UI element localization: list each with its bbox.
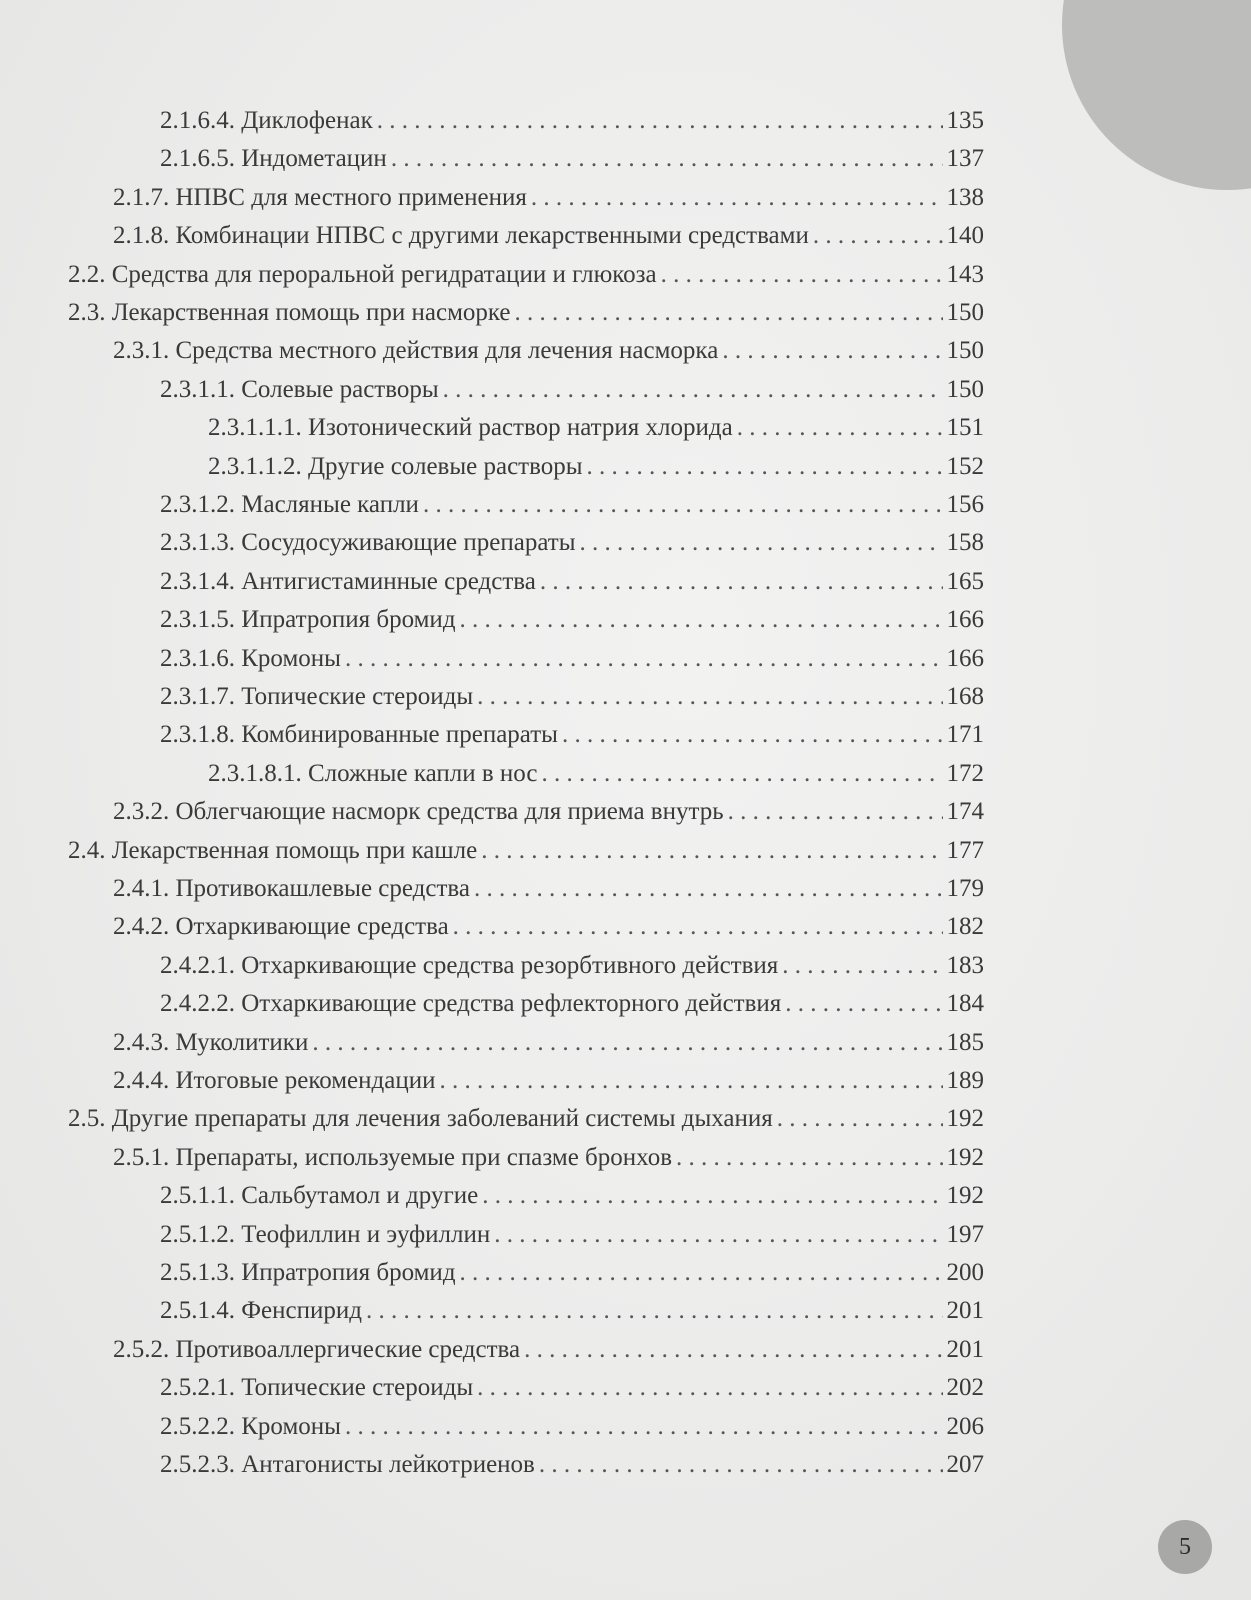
toc-entry — [160, 947, 984, 985]
toc-entry-label: 2.2. Средства для пероральной регидратации и глюкоза — [68, 261, 657, 288]
toc-entry-label: 2.5.2.3. Антагонисты лейкотриенов — [160, 1451, 535, 1478]
toc-dot-leader — [312, 1024, 942, 1062]
toc-entry-page-number: 192 — [946, 1105, 984, 1132]
toc-entry-label: 2.3.1.1.1. Изотонический раствор натрия хлорида — [208, 414, 733, 441]
toc-entry-page-number: 202 — [946, 1374, 984, 1401]
toc-dot-leader — [676, 1139, 943, 1177]
toc-entry-label: 2.3.1.5. Ипратропия бромид — [160, 606, 456, 633]
toc-entry-label: 2.4.2.1. Отхаркивающие средства резорбтивного действия — [160, 952, 779, 979]
toc-entry — [68, 256, 984, 294]
toc-dot-leader — [661, 256, 943, 294]
toc-entry-page-number: 182 — [946, 913, 984, 940]
toc-entry-page-number: 158 — [946, 529, 984, 556]
toc-dot-leader — [460, 1254, 943, 1292]
toc-entry-label: 2.3.1. Средства местного действия для лечения насморка — [113, 337, 719, 364]
toc-entry-label: 2.5.1.1. Сальбутамол и другие — [160, 1182, 479, 1209]
toc-entry-label: 2.3.2. Облегчающие насморк средства для приема внутрь — [113, 798, 724, 825]
toc-entry — [113, 908, 984, 946]
toc-entry — [160, 102, 984, 140]
toc-entry — [113, 332, 984, 370]
toc-entry-label: 2.1.7. НПВС для местного применения — [113, 184, 527, 211]
toc-dot-leader — [443, 371, 943, 409]
toc-dot-leader — [813, 217, 943, 255]
toc-entry — [160, 371, 984, 409]
toc-entry-page-number: 207 — [946, 1451, 984, 1478]
toc-entry-label: 2.3.1.3. Сосудосуживающие препараты — [160, 529, 576, 556]
toc-dot-leader — [722, 332, 942, 370]
toc-entry — [113, 179, 984, 217]
toc-dot-leader — [391, 140, 943, 178]
toc-entry-label: 2.5.1.2. Теофиллин и эуфиллин — [160, 1221, 491, 1248]
toc-entry-page-number: 192 — [946, 1182, 984, 1209]
toc-entry — [160, 1408, 984, 1446]
toc-dot-leader — [345, 1408, 943, 1446]
toc-dot-leader — [477, 1369, 942, 1407]
toc-entry-page-number: 206 — [946, 1413, 984, 1440]
toc-entry — [160, 1216, 984, 1254]
toc-entry — [160, 140, 984, 178]
toc-entry-label: 2.5. Другие препараты для лечения заболеваний системы дыхания — [68, 1105, 773, 1132]
toc-entry-page-number: 171 — [946, 721, 984, 748]
toc-entry-page-number: 156 — [946, 491, 984, 518]
toc-entry-page-number: 152 — [946, 453, 984, 480]
toc-entry — [160, 1292, 984, 1330]
corner-decoration — [1062, 0, 1251, 190]
toc-entry-label: 2.3.1.1. Солевые растворы — [160, 376, 439, 403]
toc-dot-leader — [494, 1216, 942, 1254]
toc-entry — [160, 563, 984, 601]
toc-entry-page-number: 174 — [946, 798, 984, 825]
toc-entry-page-number: 201 — [946, 1336, 984, 1363]
toc-entry — [68, 832, 984, 870]
toc-entry — [160, 1446, 984, 1484]
toc-entry-label: 2.3.1.4. Антигистаминные средства — [160, 568, 536, 595]
toc-entry-label: 2.3.1.2. Масляные капли — [160, 491, 419, 518]
toc-dot-leader — [366, 1292, 943, 1330]
toc-entry-label: 2.4.3. Муколитики — [113, 1029, 309, 1056]
page-number-badge — [1158, 1520, 1212, 1574]
toc-dot-leader — [439, 1062, 942, 1100]
toc-dot-leader — [377, 102, 943, 140]
toc-dot-leader — [345, 640, 943, 678]
toc-entry-page-number: 201 — [946, 1297, 984, 1324]
toc-dot-leader — [460, 601, 943, 639]
toc-entry-label: 2.5.1.4. Фенспирид — [160, 1297, 362, 1324]
toc-entry — [160, 601, 984, 639]
toc-entry-page-number: 165 — [946, 568, 984, 595]
toc-entry-page-number: 143 — [946, 261, 984, 288]
toc-dot-leader — [423, 486, 943, 524]
toc-dot-leader — [777, 1100, 943, 1138]
toc-dot-leader — [524, 1331, 942, 1369]
toc-entry — [160, 486, 984, 524]
toc-entry — [113, 217, 984, 255]
toc-entry-label: 2.4. Лекарственная помощь при кашле — [68, 837, 478, 864]
toc-entry-label: 2.1.6.4. Диклофенак — [160, 107, 373, 134]
toc-entry-label: 2.1.6.5. Индометацин — [160, 145, 387, 172]
toc-entry — [68, 1100, 984, 1138]
toc-entry — [113, 870, 984, 908]
toc-dot-leader — [785, 985, 942, 1023]
toc-dot-leader — [540, 563, 943, 601]
toc-dot-leader — [539, 1446, 943, 1484]
toc-dot-leader — [477, 678, 942, 716]
toc-entry-page-number: 166 — [946, 606, 984, 633]
toc-entry — [160, 1177, 984, 1215]
toc-entry-page-number: 183 — [946, 952, 984, 979]
toc-entry-page-number: 150 — [946, 337, 984, 364]
toc-entry-page-number: 151 — [946, 414, 984, 441]
toc-entry-label: 2.3.1.6. Кромоны — [160, 645, 341, 672]
toc-entry-label: 2.5.1. Препараты, используемые при спазме бронхов — [113, 1144, 672, 1171]
toc-entry — [113, 1062, 984, 1100]
toc-entry-label: 2.5.1.3. Ипратропия бромид — [160, 1259, 456, 1286]
toc-dot-leader — [580, 524, 943, 562]
toc-entry-label: 2.3.1.8. Комбинированные препараты — [160, 721, 558, 748]
toc-dot-leader — [587, 448, 943, 486]
toc-entry-page-number: 140 — [946, 222, 984, 249]
toc-dot-leader — [737, 409, 943, 447]
toc-entry-label: 2.1.8. Комбинации НПВС с другими лекарственными средствами — [113, 222, 809, 249]
toc-dot-leader — [474, 870, 943, 908]
toc-dot-leader — [728, 793, 943, 831]
toc-entry-page-number: 137 — [946, 145, 984, 172]
toc-entry — [160, 1369, 984, 1407]
toc-entry — [208, 755, 984, 793]
toc-entry-page-number: 138 — [946, 184, 984, 211]
toc-entry-label: 2.3. Лекарственная помощь при насморке — [68, 299, 511, 326]
toc-entry-page-number: 197 — [946, 1221, 984, 1248]
toc-dot-leader — [542, 755, 943, 793]
toc-dot-leader — [481, 832, 942, 870]
toc-entry — [208, 409, 984, 447]
toc-dot-leader — [562, 716, 943, 754]
toc-entry-label: 2.3.1.1.2. Другие солевые растворы — [208, 453, 583, 480]
toc-entry — [113, 1024, 984, 1062]
toc-entry-page-number: 150 — [946, 376, 984, 403]
toc-entry-label: 2.4.4. Итоговые рекомендации — [113, 1067, 436, 1094]
toc-entry — [160, 716, 984, 754]
toc-entry — [160, 678, 984, 716]
toc-entry-page-number: 168 — [946, 683, 984, 710]
toc-entry-label: 2.4.1. Противокашлевые средства — [113, 875, 470, 902]
page-number: 5 — [1179, 1533, 1191, 1560]
toc-dot-leader — [453, 908, 943, 946]
toc-entry — [113, 793, 984, 831]
toc-entry-page-number: 184 — [946, 990, 984, 1017]
toc-dot-leader — [531, 179, 943, 217]
toc-entry — [160, 524, 984, 562]
toc-entry-label: 2.5.2.1. Топические стероиды — [160, 1374, 474, 1401]
toc-entry-label: 2.3.1.8.1. Сложные капли в нос — [208, 760, 538, 787]
toc-entry-label: 2.4.2. Отхаркивающие средства — [113, 913, 449, 940]
toc-entry-page-number: 150 — [946, 299, 984, 326]
toc-entry-page-number: 192 — [946, 1144, 984, 1171]
toc-entry-page-number: 200 — [946, 1259, 984, 1286]
toc-entry-page-number: 172 — [946, 760, 984, 787]
toc-entry-page-number: 177 — [946, 837, 984, 864]
toc-entry-label: 2.5.2.2. Кромоны — [160, 1413, 341, 1440]
toc-entry — [160, 985, 984, 1023]
toc-dot-leader — [782, 947, 942, 985]
toc-entry-label: 2.5.2. Противоаллергические средства — [113, 1336, 521, 1363]
toc-entry-label: 2.3.1.7. Топические стероиды — [160, 683, 474, 710]
toc-dot-leader — [515, 294, 943, 332]
toc-entry-page-number: 166 — [946, 645, 984, 672]
toc-entry — [68, 294, 984, 332]
toc-entry — [113, 1139, 984, 1177]
toc-entry — [208, 448, 984, 486]
toc-dot-leader — [482, 1177, 942, 1215]
toc-entry-label: 2.4.2.2. Отхаркивающие средства рефлекторного действия — [160, 990, 782, 1017]
toc-entry-page-number: 135 — [946, 107, 984, 134]
toc-entry-page-number: 185 — [946, 1029, 984, 1056]
toc-entry-page-number: 189 — [946, 1067, 984, 1094]
toc-entry-page-number: 179 — [946, 875, 984, 902]
toc-entry — [113, 1331, 984, 1369]
toc-entry — [160, 640, 984, 678]
toc-entry — [160, 1254, 984, 1292]
